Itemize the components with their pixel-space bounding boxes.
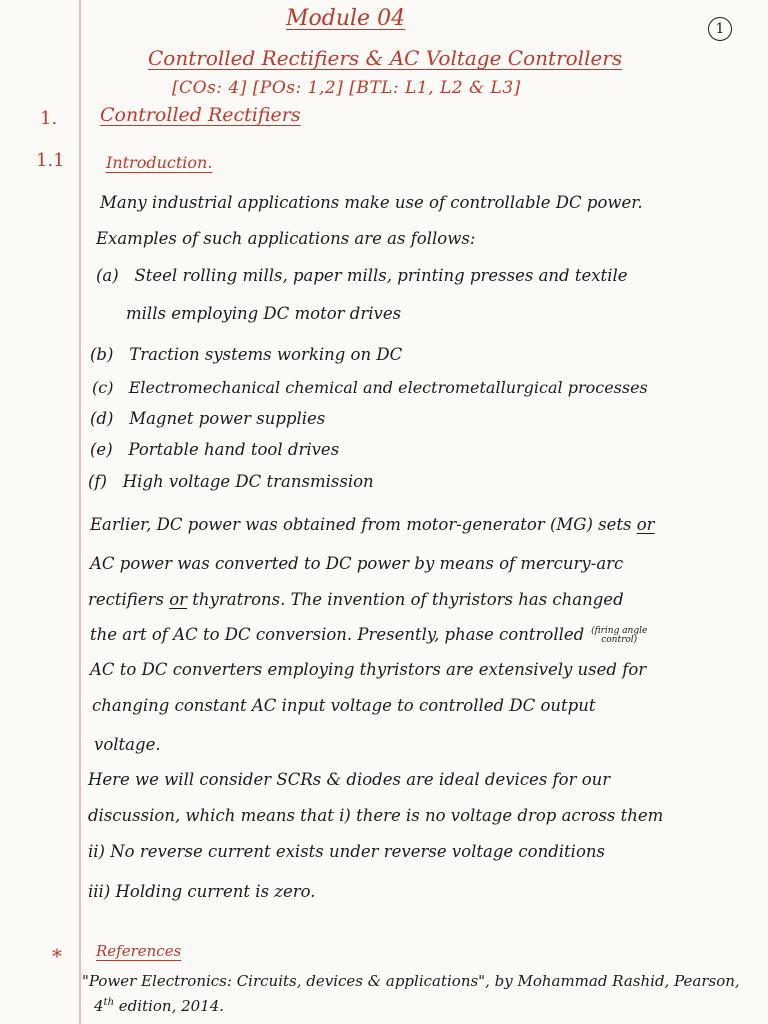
paragraph-line-1 <box>90 515 655 534</box>
paragraph-line-4 <box>90 625 654 645</box>
reference-edition-suffix: th <box>103 997 115 1008</box>
reference-asterisk: * <box>52 944 62 968</box>
list-text: Traction systems working on DC <box>129 345 403 364</box>
list-item-f <box>88 472 374 491</box>
list-marker: (e) <box>90 440 113 459</box>
paragraph-line-3 <box>88 590 624 609</box>
paragraph-line-2: AC power was converted to DC power by means of mercury-arc <box>90 554 624 573</box>
list-text: Electromechanical chemical and electrometallurgical processes <box>128 378 648 397</box>
list-marker: (b) <box>90 345 114 364</box>
page-title: Controlled Rectifiers & AC Voltage Controllers <box>148 46 623 70</box>
margin-line <box>79 0 81 1024</box>
list-marker: (c) <box>92 378 114 397</box>
references-heading: References <box>96 942 182 960</box>
list-item-b <box>90 345 402 364</box>
list-item-d <box>90 409 325 428</box>
list-text: Magnet power supplies <box>129 409 326 428</box>
assumption-line-4: iii) Holding current is zero. <box>88 882 316 901</box>
subsection-number: 1.1 <box>36 150 65 171</box>
list-marker: (d) <box>90 409 114 428</box>
course-outcomes: [COs: 4] [POs: 1,2] [BTL: L1, L2 & L3] <box>172 78 521 98</box>
subsection-title: Introduction. <box>106 153 213 172</box>
list-item-a <box>96 266 628 285</box>
page-number <box>708 17 732 41</box>
paragraph-text: thyratrons. The invention of thyristors has changed <box>192 590 624 609</box>
assumption-line-1: Here we will consider SCRs & diodes are ideal devices for our <box>88 770 611 789</box>
list-marker: (f) <box>88 472 107 491</box>
paragraph-line-7: voltage. <box>94 735 161 754</box>
list-text: Portable hand tool drives <box>128 440 340 459</box>
intro-line-1: Many industrial applications make use of controllable DC power. <box>100 193 643 212</box>
reference-edition-number: 4 <box>94 997 104 1015</box>
firing-angle-note: (firing angle control) <box>591 625 648 645</box>
paragraph-text: rectifiers <box>88 590 164 609</box>
assumption-line-2: discussion, which means that i) there is no voltage drop across them <box>88 806 664 825</box>
list-text: Steel rolling mills, paper mills, printing presses and textile <box>134 266 628 285</box>
list-item-e <box>90 440 339 459</box>
section-number: 1. <box>40 108 58 129</box>
list-marker: (a) <box>96 266 119 285</box>
assumption-line-3: ii) No reverse current exists under reverse voltage conditions <box>88 842 605 861</box>
reference-edition-text: edition, 2014. <box>118 997 225 1015</box>
list-text: High voltage DC transmission <box>122 472 374 491</box>
reference-line-2 <box>94 997 224 1015</box>
paragraph-line-5: AC to DC converters employing thyristors are extensively used for <box>90 660 647 679</box>
list-item-c <box>92 378 648 397</box>
paragraph-text: the art of AC to DC conversion. Presently, phase controlled <box>90 625 585 644</box>
paragraph-or: or <box>169 590 188 609</box>
module-heading: Module 04 <box>286 6 406 31</box>
paragraph-or: or <box>636 515 655 534</box>
paragraph-text: Earlier, DC power was obtained from motor-generator (MG) sets <box>90 515 632 534</box>
section-title: Controlled Rectifiers <box>100 104 301 126</box>
page-number-text: 1 <box>715 21 725 37</box>
list-text: mills employing DC motor drives <box>126 304 402 323</box>
paragraph-line-6: changing constant AC input voltage to controlled DC output <box>92 696 596 715</box>
intro-line-2: Examples of such applications are as follows: <box>96 229 476 248</box>
reference-line-1: "Power Electronics: Circuits, devices & applications", by Mohammad Rashid, Pearson, <box>82 972 740 990</box>
list-item-a-continued <box>126 304 401 323</box>
